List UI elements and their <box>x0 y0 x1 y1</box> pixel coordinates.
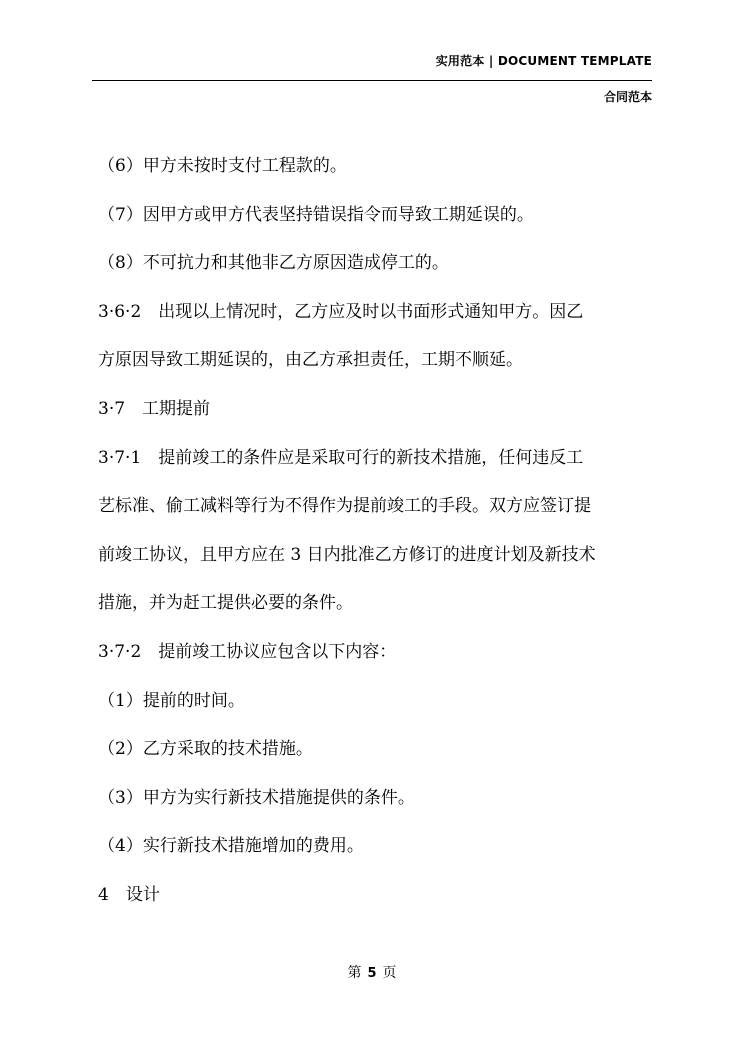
text-line: 方原因导致工期延误的，由乙方承担责任，工期不顺延。 <box>98 350 523 371</box>
text-line: 3·7·1 提前竣工的条件应是采取可行的新技术措施，任何违反工 <box>98 447 584 468</box>
list-item: （3）甲方为实行新技术措施提供的条件。 <box>98 787 415 808</box>
footer-suffix: 页 <box>382 965 397 981</box>
text-line: 措施，并为赶工提供必要的条件。 <box>98 593 353 614</box>
header-subtitle: 合同范本 <box>603 90 652 104</box>
text-line: （7）因甲方或甲方代表坚持错误指令而导致工期延误的。 <box>98 204 534 225</box>
list-item: （2）乙方采取的技术措施。 <box>98 739 313 760</box>
section-heading: 3·7 工期提前 <box>98 398 211 419</box>
page-footer <box>0 962 744 982</box>
text-line: （8）不可抗力和其他非乙方原因造成停工的。 <box>98 253 449 274</box>
text-line: 艺标准、偷工减料等行为不得作为提前竣工的手段。双方应签订提 <box>98 496 591 517</box>
header-title: 实用范本 | DOCUMENT TEMPLATE <box>435 54 652 68</box>
text-line: （6）甲方未按时支付工程款的。 <box>98 156 347 176</box>
list-item: （4）实行新技术措施增加的费用。 <box>98 836 364 857</box>
body-text <box>98 142 658 920</box>
section-heading: 4 设计 <box>98 884 160 905</box>
list-item: （1）提前的时间。 <box>98 690 245 711</box>
header-divider <box>92 80 652 81</box>
page-number: 5 <box>367 966 377 981</box>
text-line: 3·7·2 提前竣工协议应包含以下内容： <box>98 641 397 662</box>
footer-prefix: 第 <box>347 965 362 981</box>
text-line: 3·6·2 出现以上情况时，乙方应及时以书面形式通知甲方。因乙 <box>98 301 584 322</box>
text-line: 前竣工协议，且甲方应在 3 日内批准乙方修订的进度计划及新技术 <box>98 544 596 565</box>
